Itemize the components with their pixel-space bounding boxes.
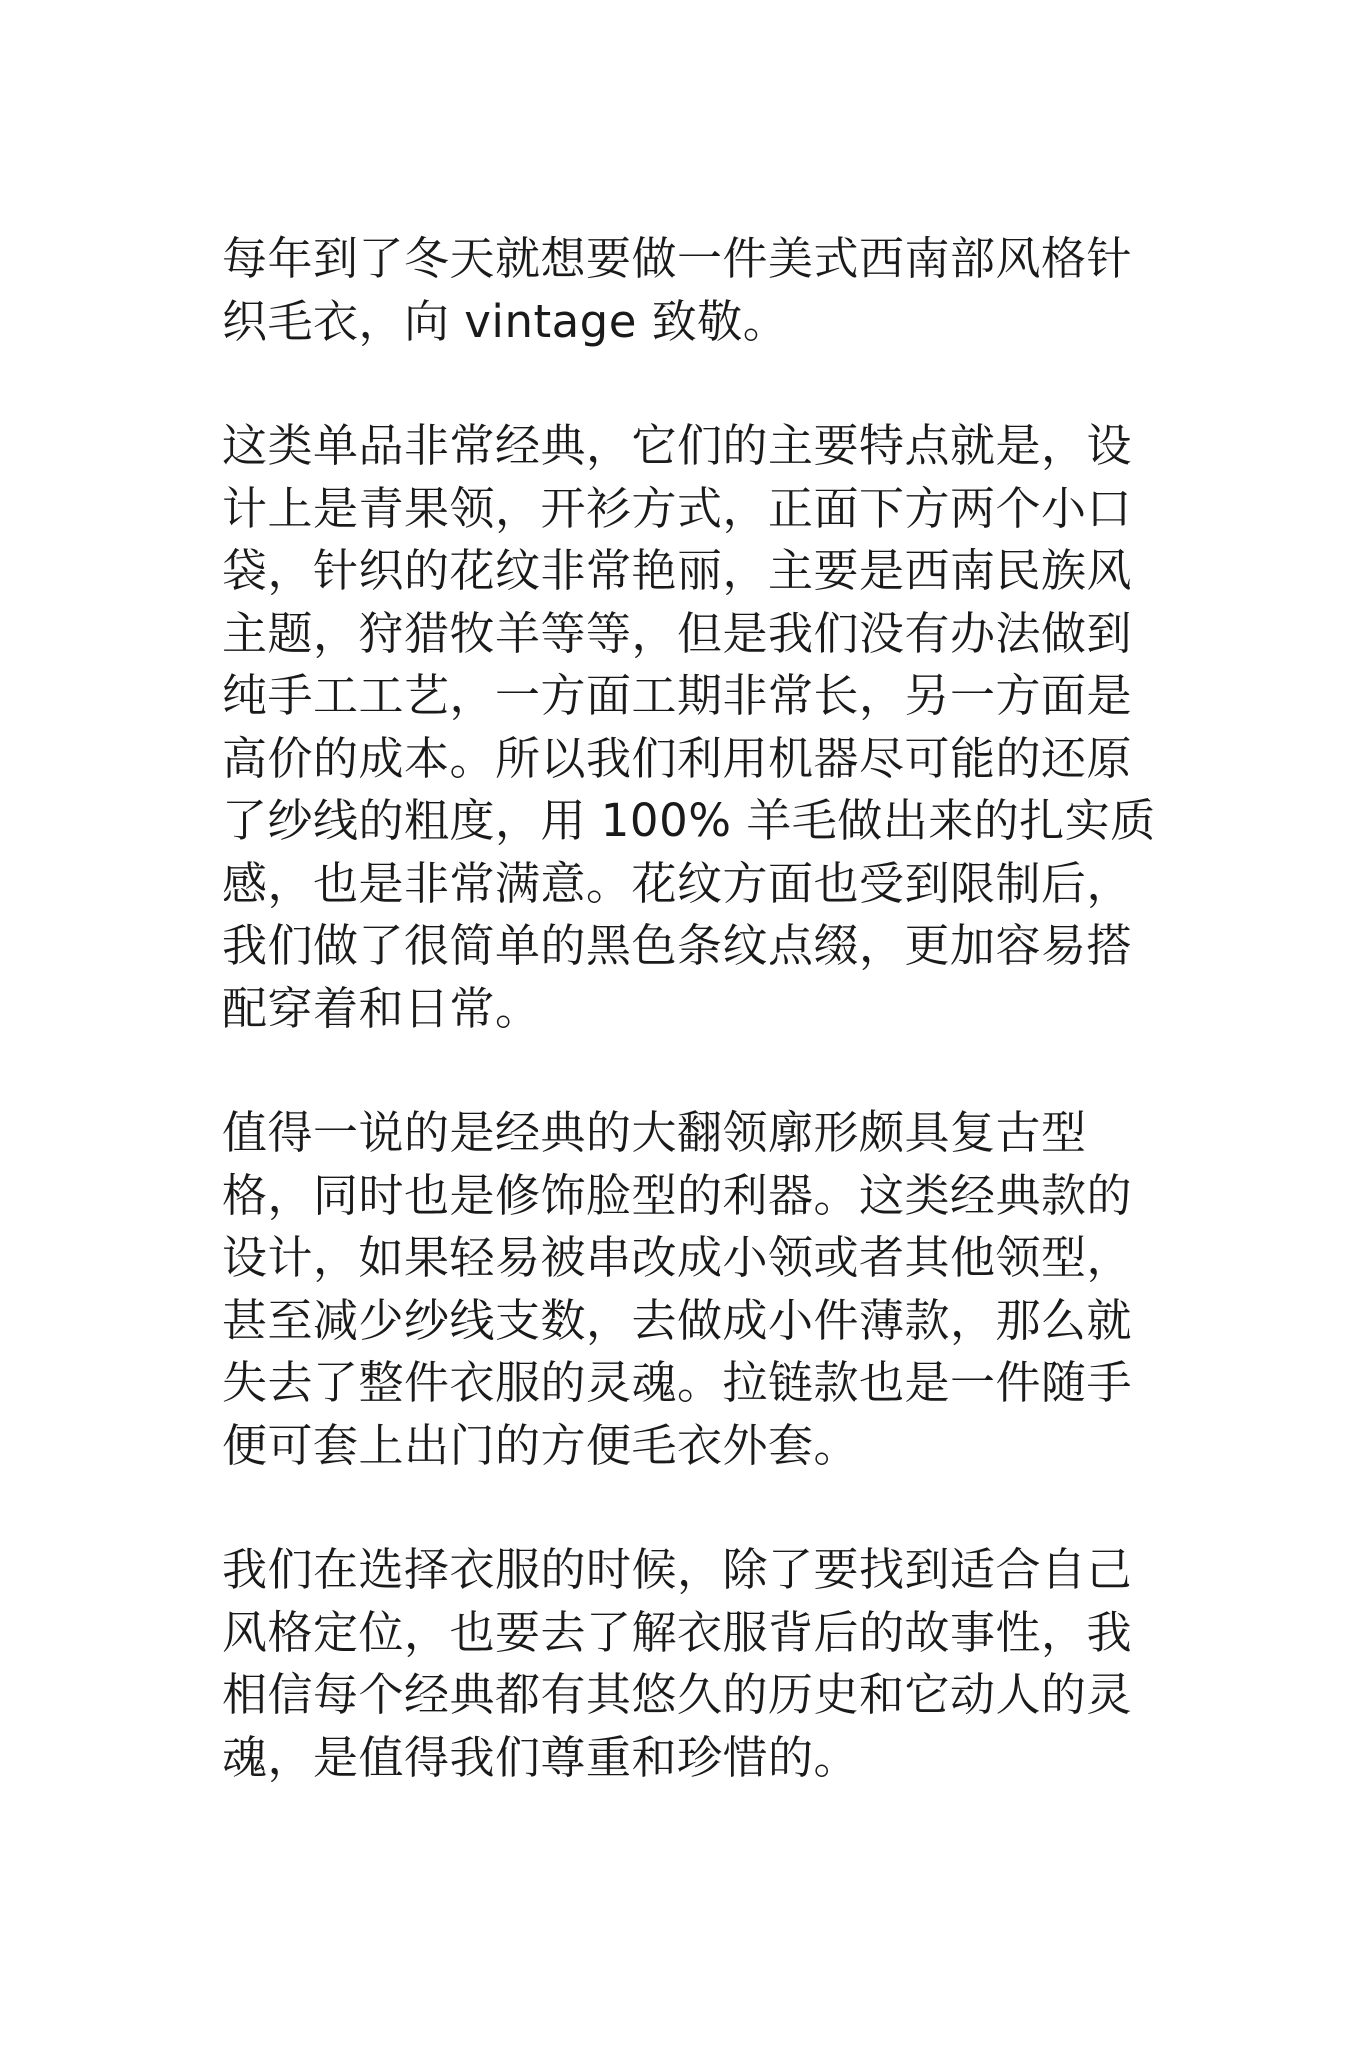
- paragraph-1: [222, 228, 1133, 353]
- text-line: 相信每个经典都有其悠久的历史和它动人的灵: [222, 1668, 1133, 1721]
- text-line: 高价的成本。所以我们利用机器尽可能的还原: [222, 731, 1133, 785]
- text-line: 了纱线的粗度，用 100% 羊毛做出来的扎实质: [222, 794, 1156, 847]
- text-line: 袋，针织的花纹非常艳丽，主要是西南民族风: [222, 544, 1133, 597]
- text-line: 失去了整件衣服的灵魂。拉链款也是一件随手: [222, 1356, 1133, 1409]
- paragraph-4: [222, 1539, 1133, 1789]
- text-line: 格，同时也是修饰脸型的利器。这类经典款的: [222, 1168, 1133, 1222]
- text-line: 风格定位，也要去了解衣服背后的故事性，我: [222, 1605, 1133, 1659]
- paragraph-2: [222, 415, 1156, 1040]
- text-line: 值得一说的是经典的大翻领廓形颇具复古型: [222, 1106, 1087, 1159]
- text-line: 甚至减少纱线支数，去做成小件薄款，那么就: [222, 1293, 1133, 1347]
- text-line: 感，也是非常满意。花纹方面也受到限制后，: [222, 856, 1133, 910]
- text-line: 计上是青果领，开衫方式，正面下方两个小口: [222, 481, 1133, 535]
- text-line: 纯手工工艺，一方面工期非常长，另一方面是: [222, 669, 1133, 722]
- text-line: 这类单品非常经典，它们的主要特点就是，设: [222, 419, 1133, 472]
- text-line: 我们在选择衣服的时候，除了要找到适合自己: [222, 1543, 1133, 1596]
- article-body: [222, 228, 1156, 1851]
- text-line: 我们做了很简单的黑色条纹点缀，更加容易搭: [222, 919, 1133, 972]
- text-line: 设计，如果轻易被串改成小领或者其他领型，: [222, 1231, 1133, 1284]
- text-line: 便可套上出门的方便毛衣外套。: [222, 1418, 860, 1472]
- text-line: 每年到了冬天就想要做一件美式西南部风格针: [222, 232, 1133, 285]
- text-line: 配穿着和日常。: [222, 981, 541, 1035]
- text-line: 织毛衣，向 vintage 致敬。: [222, 294, 789, 348]
- paragraph-3: [222, 1102, 1133, 1477]
- text-line: 主题，狩猎牧羊等等，但是我们没有办法做到: [222, 606, 1133, 660]
- text-line: 魂，是值得我们尊重和珍惜的。: [222, 1730, 860, 1784]
